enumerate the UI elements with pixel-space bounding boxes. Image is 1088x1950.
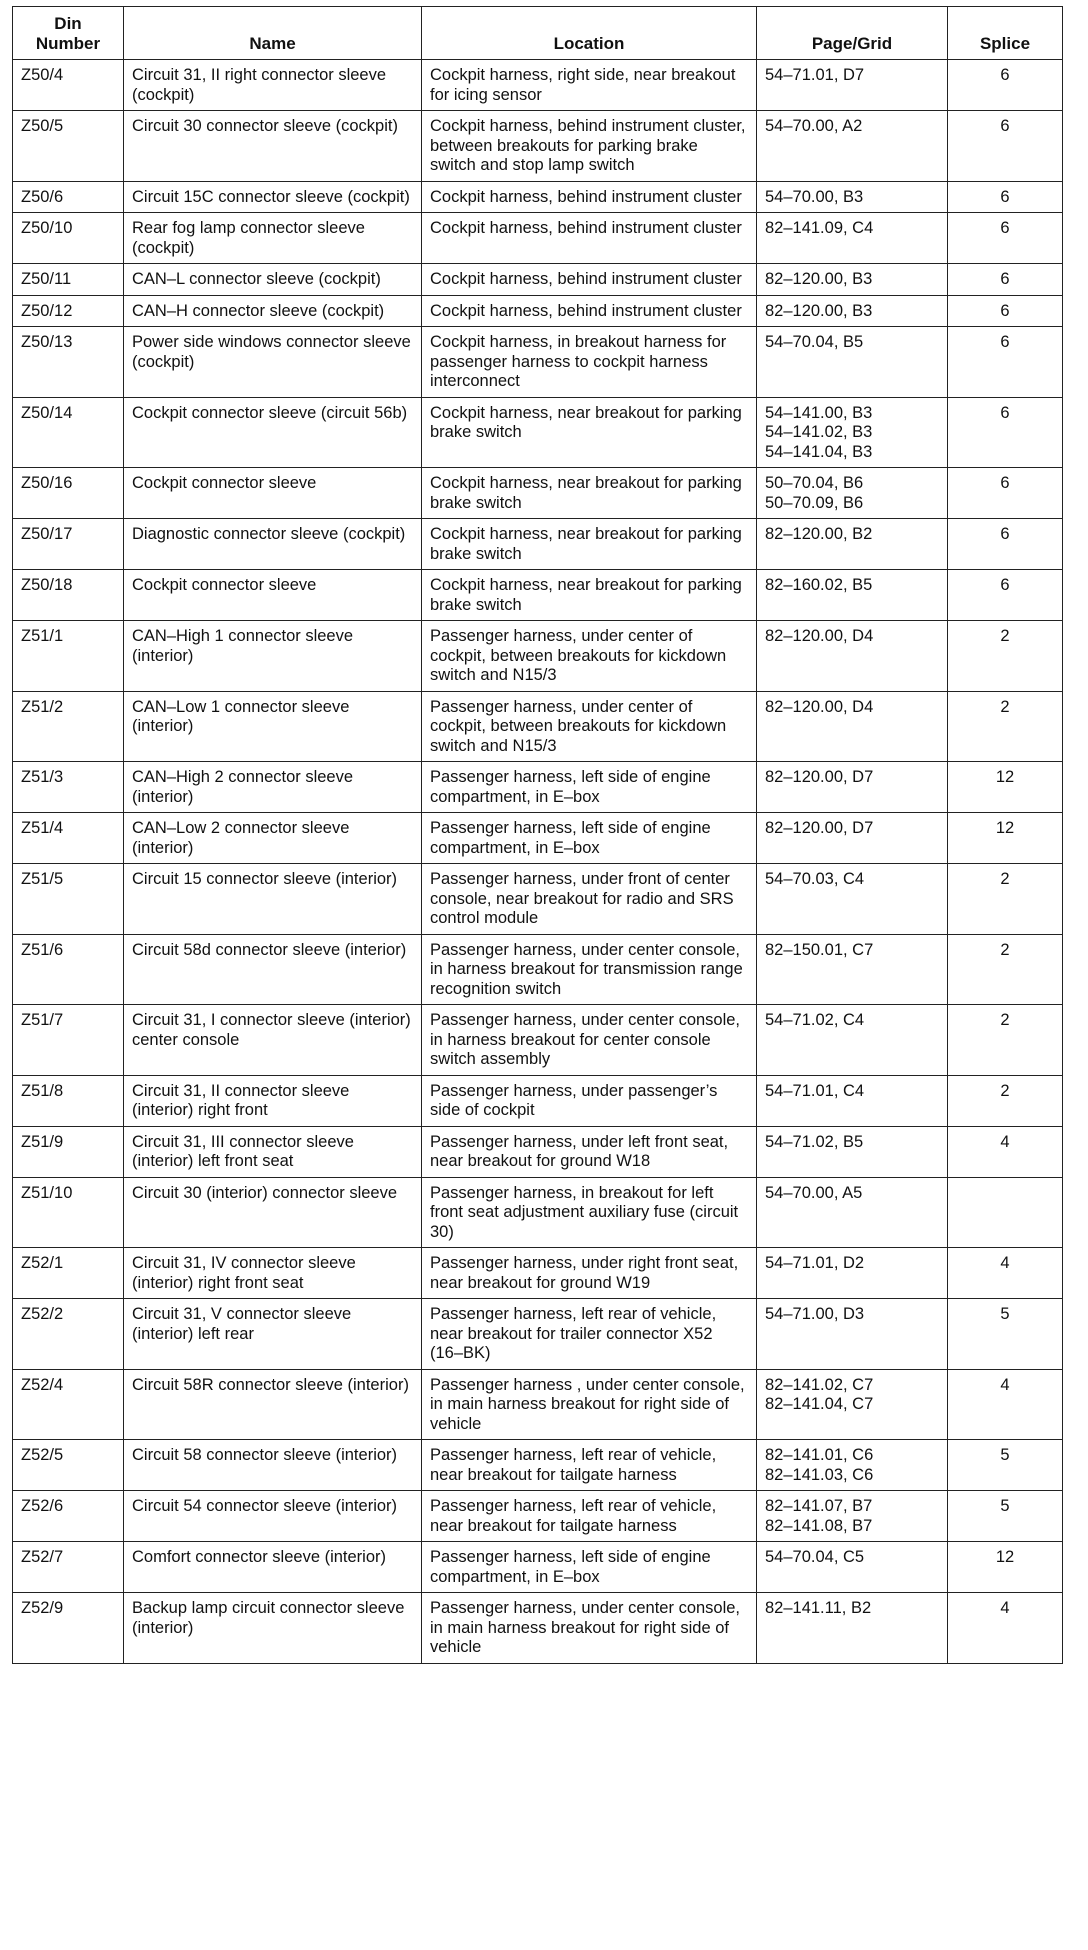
page-grid-cell <box>757 181 948 213</box>
name-cell: Circuit 58R connector sleeve (interior) <box>124 1369 422 1440</box>
splice-cell: 6 <box>948 295 1063 327</box>
name-cell: Backup lamp circuit connector sleeve (interior) <box>124 1593 422 1664</box>
table-row <box>13 468 1063 519</box>
table-row <box>13 934 1063 1005</box>
splice-cell: 2 <box>948 1005 1063 1076</box>
location-cell: Cockpit harness, behind instrument cluster <box>422 295 757 327</box>
page-grid-ref: 54–141.02, B3 <box>765 423 873 441</box>
page-grid-cell <box>757 1593 948 1664</box>
name-cell: Circuit 58d connector sleeve (interior) <box>124 934 422 1005</box>
page-grid-ref: 82–141.08, B7 <box>765 1516 873 1535</box>
name-cell: Circuit 31, IV connector sleeve (interior) right front seat <box>124 1248 422 1299</box>
table-row <box>13 1440 1063 1491</box>
table-row <box>13 762 1063 813</box>
splice-cell: 2 <box>948 1075 1063 1126</box>
header-din-number: Din Number <box>13 7 124 60</box>
splice-cell: 6 <box>948 181 1063 213</box>
name-cell: CAN–High 2 connector sleeve (interior) <box>124 762 422 813</box>
location-cell: Cockpit harness, behind instrument cluster <box>422 264 757 296</box>
location-cell: Passenger harness, under passenger’s side of cockpit <box>422 1075 757 1126</box>
name-cell: Circuit 31, II right connector sleeve (cockpit) <box>124 60 422 111</box>
header-location: Location <box>422 7 757 60</box>
page-grid-ref: 54–71.01, D7 <box>765 66 865 84</box>
page-grid-cell <box>757 621 948 692</box>
din-number-cell: Z50/4 <box>13 60 124 111</box>
location-cell: Cockpit harness, behind instrument cluster, between breakouts for parking brake switch and stop lamp switch <box>422 111 757 182</box>
page-grid-ref: 82–141.09, C4 <box>765 219 874 237</box>
location-cell: Passenger harness, left side of engine compartment, in E–box <box>422 762 757 813</box>
page-grid-cell <box>757 1075 948 1126</box>
din-number-cell: Z51/7 <box>13 1005 124 1076</box>
table-row <box>13 1126 1063 1177</box>
page-grid-cell <box>757 60 948 111</box>
page-grid-ref: 82–120.00, B2 <box>765 525 873 543</box>
splice-table <box>12 6 1063 1664</box>
table-row <box>13 1177 1063 1248</box>
page-grid-cell <box>757 691 948 762</box>
name-cell: Circuit 15C connector sleeve (cockpit) <box>124 181 422 213</box>
page-grid-cell <box>757 111 948 182</box>
name-cell: Circuit 31, III connector sleeve (interior) left front seat <box>124 1126 422 1177</box>
din-number-cell: Z51/8 <box>13 1075 124 1126</box>
page-grid-ref: 82–141.02, C7 <box>765 1375 874 1394</box>
location-cell: Passenger harness, under center of cockpit, between breakouts for kickdown switch and N15/3 <box>422 621 757 692</box>
name-cell: Circuit 30 (interior) connector sleeve <box>124 1177 422 1248</box>
header-row <box>13 7 1063 60</box>
page-grid-cell <box>757 813 948 864</box>
splice-cell: 6 <box>948 397 1063 468</box>
page-grid-cell <box>757 1491 948 1542</box>
splice-cell: 6 <box>948 468 1063 519</box>
location-cell: Cockpit harness, near breakout for parking brake switch <box>422 468 757 519</box>
page-grid-cell <box>757 1177 948 1248</box>
page-grid-ref: 54–141.04, B3 <box>765 442 873 461</box>
page-grid-ref: 82–120.00, D7 <box>765 768 874 786</box>
page-grid-ref: 54–71.02, C4 <box>765 1011 865 1029</box>
page-grid-ref: 54–71.01, D2 <box>765 1254 865 1272</box>
location-cell: Passenger harness, under center console, in harness breakout for center console switch assembly <box>422 1005 757 1076</box>
name-cell: Circuit 31, I connector sleeve (interior) center console <box>124 1005 422 1076</box>
splice-cell: 2 <box>948 934 1063 1005</box>
location-cell: Passenger harness, under left front seat, near breakout for ground W18 <box>422 1126 757 1177</box>
table-row <box>13 519 1063 570</box>
table-row <box>13 1542 1063 1593</box>
din-number-cell: Z51/5 <box>13 864 124 935</box>
name-cell: Circuit 15 connector sleeve (interior) <box>124 864 422 935</box>
location-cell: Cockpit harness, in breakout harness for passenger harness to cockpit harness interconnect <box>422 327 757 398</box>
table-row <box>13 327 1063 398</box>
din-number-cell: Z50/12 <box>13 295 124 327</box>
page-grid-ref: 50–70.04, B6 <box>765 474 864 492</box>
splice-cell: 12 <box>948 762 1063 813</box>
page-grid-ref: 82–150.01, C7 <box>765 940 874 959</box>
table-row <box>13 1248 1063 1299</box>
page-grid-ref: 82–141.03, C6 <box>765 1465 874 1484</box>
splice-cell: 6 <box>948 327 1063 398</box>
table-row <box>13 181 1063 213</box>
table-row <box>13 60 1063 111</box>
location-cell: Cockpit harness, near breakout for parking brake switch <box>422 570 757 621</box>
page-grid-cell <box>757 570 948 621</box>
table-row <box>13 111 1063 182</box>
page-grid-cell <box>757 1542 948 1593</box>
name-cell: CAN–H connector sleeve (cockpit) <box>124 295 422 327</box>
page-grid-cell <box>757 327 948 398</box>
table-row <box>13 213 1063 264</box>
table-row <box>13 1369 1063 1440</box>
splice-cell: 6 <box>948 570 1063 621</box>
table-row <box>13 691 1063 762</box>
page-grid-ref: 82–141.04, C7 <box>765 1395 874 1413</box>
table-row <box>13 1299 1063 1370</box>
splice-cell: 6 <box>948 213 1063 264</box>
din-number-cell: Z51/2 <box>13 691 124 762</box>
location-cell: Passenger harness, under center console, in harness breakout for transmission range recognition switch <box>422 934 757 1005</box>
table-row <box>13 295 1063 327</box>
din-number-cell: Z51/4 <box>13 813 124 864</box>
din-number-cell: Z51/9 <box>13 1126 124 1177</box>
splice-cell: 4 <box>948 1248 1063 1299</box>
din-number-cell: Z52/4 <box>13 1369 124 1440</box>
din-number-cell: Z50/11 <box>13 264 124 296</box>
location-cell: Passenger harness, left rear of vehicle, near breakout for tailgate harness <box>422 1491 757 1542</box>
page-grid-ref: 54–70.04, B5 <box>765 333 864 351</box>
name-cell: CAN–Low 1 connector sleeve (interior) <box>124 691 422 762</box>
table-row <box>13 813 1063 864</box>
table-row <box>13 864 1063 935</box>
din-number-cell: Z52/7 <box>13 1542 124 1593</box>
table-row <box>13 621 1063 692</box>
name-cell: Circuit 31, II connector sleeve (interior) right front <box>124 1075 422 1126</box>
page-grid-cell <box>757 1126 948 1177</box>
din-number-cell: Z52/5 <box>13 1440 124 1491</box>
location-cell: Cockpit harness, behind instrument cluster <box>422 181 757 213</box>
page-grid-ref: 82–120.00, D4 <box>765 627 874 645</box>
din-number-cell: Z51/3 <box>13 762 124 813</box>
page-grid-ref: 82–141.01, C6 <box>765 1446 874 1464</box>
page-grid-ref: 50–70.09, B6 <box>765 493 864 512</box>
page-grid-cell <box>757 1440 948 1491</box>
page-grid-cell <box>757 934 948 1005</box>
location-cell: Cockpit harness, right side, near breakout for icing sensor <box>422 60 757 111</box>
page-grid-ref: 54–70.00, B3 <box>765 187 864 206</box>
din-number-cell: Z52/2 <box>13 1299 124 1370</box>
din-number-cell: Z51/6 <box>13 934 124 1005</box>
location-cell: Passenger harness, under right front seat, near breakout for ground W19 <box>422 1248 757 1299</box>
page-grid-ref: 82–120.00, B3 <box>765 301 873 320</box>
din-number-cell: Z50/10 <box>13 213 124 264</box>
header-page-grid: Page/Grid <box>757 7 948 60</box>
splice-cell: 6 <box>948 60 1063 111</box>
location-cell: Passenger harness , under center console, in main harness breakout for right side of vehicle <box>422 1369 757 1440</box>
page-grid-cell <box>757 468 948 519</box>
page-grid-ref: 54–70.04, C5 <box>765 1548 865 1566</box>
header-splice: Splice <box>948 7 1063 60</box>
din-number-cell: Z51/10 <box>13 1177 124 1248</box>
name-cell: Rear fog lamp connector sleeve (cockpit) <box>124 213 422 264</box>
table-row <box>13 264 1063 296</box>
splice-cell: 4 <box>948 1369 1063 1440</box>
din-number-cell: Z50/13 <box>13 327 124 398</box>
page-grid-ref: 82–120.00, D7 <box>765 819 874 837</box>
page-grid-ref: 82–160.02, B5 <box>765 576 873 594</box>
location-cell: Cockpit harness, behind instrument cluster <box>422 213 757 264</box>
page-grid-ref: 82–141.11, B2 <box>765 1599 872 1617</box>
splice-cell <box>948 1177 1063 1248</box>
page-grid-ref: 82–120.00, D4 <box>765 697 874 716</box>
din-number-cell: Z52/6 <box>13 1491 124 1542</box>
table-row <box>13 570 1063 621</box>
din-number-cell: Z50/14 <box>13 397 124 468</box>
page-grid-cell <box>757 264 948 296</box>
splice-cell: 2 <box>948 621 1063 692</box>
din-number-cell: Z52/9 <box>13 1593 124 1664</box>
splice-cell: 4 <box>948 1593 1063 1664</box>
name-cell: CAN–High 1 connector sleeve (interior) <box>124 621 422 692</box>
page-grid-ref: 82–141.07, B7 <box>765 1497 873 1515</box>
location-cell: Cockpit harness, near breakout for parking brake switch <box>422 397 757 468</box>
page-grid-cell <box>757 1369 948 1440</box>
name-cell: CAN–Low 2 connector sleeve (interior) <box>124 813 422 864</box>
page-grid-cell <box>757 1005 948 1076</box>
page-grid-ref: 54–141.00, B3 <box>765 403 873 422</box>
din-number-cell: Z51/1 <box>13 621 124 692</box>
page-grid-ref: 54–71.01, C4 <box>765 1081 865 1100</box>
splice-cell: 12 <box>948 813 1063 864</box>
page-grid-cell <box>757 1299 948 1370</box>
page-grid-cell <box>757 519 948 570</box>
name-cell: Circuit 58 connector sleeve (interior) <box>124 1440 422 1491</box>
din-number-cell: Z50/17 <box>13 519 124 570</box>
splice-cell: 6 <box>948 519 1063 570</box>
name-cell: Cockpit connector sleeve <box>124 570 422 621</box>
location-cell: Passenger harness, left side of engine compartment, in E–box <box>422 813 757 864</box>
name-cell: Power side windows connector sleeve (cockpit) <box>124 327 422 398</box>
splice-cell: 2 <box>948 691 1063 762</box>
page-grid-ref: 54–70.00, A2 <box>765 117 863 135</box>
din-number-cell: Z50/18 <box>13 570 124 621</box>
location-cell: Passenger harness, left rear of vehicle, near breakout for tailgate harness <box>422 1440 757 1491</box>
splice-cell: 5 <box>948 1299 1063 1370</box>
din-number-cell: Z52/1 <box>13 1248 124 1299</box>
location-cell: Passenger harness, left side of engine compartment, in E–box <box>422 1542 757 1593</box>
name-cell: Circuit 54 connector sleeve (interior) <box>124 1491 422 1542</box>
name-cell: Comfort connector sleeve (interior) <box>124 1542 422 1593</box>
page-grid-cell <box>757 295 948 327</box>
location-cell: Passenger harness, in breakout for left front seat adjustment auxiliary fuse (circuit 30) <box>422 1177 757 1248</box>
page-grid-ref: 54–70.03, C4 <box>765 870 865 888</box>
page-grid-cell <box>757 213 948 264</box>
page-grid-cell <box>757 864 948 935</box>
splice-cell: 6 <box>948 111 1063 182</box>
splice-cell: 4 <box>948 1126 1063 1177</box>
page-grid-cell <box>757 1248 948 1299</box>
splice-cell: 6 <box>948 264 1063 296</box>
table-body <box>13 60 1063 1664</box>
page-grid-cell <box>757 397 948 468</box>
location-cell: Cockpit harness, near breakout for parking brake switch <box>422 519 757 570</box>
page-grid-ref: 54–71.02, B5 <box>765 1132 864 1151</box>
page-grid-cell <box>757 762 948 813</box>
table-row <box>13 397 1063 468</box>
splice-cell: 5 <box>948 1491 1063 1542</box>
page-grid-ref: 54–70.00, A5 <box>765 1183 863 1202</box>
table-row <box>13 1491 1063 1542</box>
name-cell: Cockpit connector sleeve (circuit 56b) <box>124 397 422 468</box>
header-name: Name <box>124 7 422 60</box>
location-cell: Passenger harness, under center console, in main harness breakout for right side of vehicle <box>422 1593 757 1664</box>
location-cell: Passenger harness, under front of center console, near breakout for radio and SRS control module <box>422 864 757 935</box>
name-cell: Diagnostic connector sleeve (cockpit) <box>124 519 422 570</box>
din-number-cell: Z50/5 <box>13 111 124 182</box>
name-cell: Cockpit connector sleeve <box>124 468 422 519</box>
name-cell: Circuit 31, V connector sleeve (interior) left rear <box>124 1299 422 1370</box>
table-row <box>13 1593 1063 1664</box>
splice-cell: 2 <box>948 864 1063 935</box>
name-cell: CAN–L connector sleeve (cockpit) <box>124 264 422 296</box>
splice-cell: 12 <box>948 1542 1063 1593</box>
location-cell: Passenger harness, under center of cockpit, between breakouts for kickdown switch and N15/3 <box>422 691 757 762</box>
location-cell: Passenger harness, left rear of vehicle, near breakout for trailer connector X52 (16–BK) <box>422 1299 757 1370</box>
din-number-cell: Z50/6 <box>13 181 124 213</box>
din-number-cell: Z50/16 <box>13 468 124 519</box>
table-row <box>13 1075 1063 1126</box>
name-cell: Circuit 30 connector sleeve (cockpit) <box>124 111 422 182</box>
page-grid-ref: 54–71.00, D3 <box>765 1305 865 1323</box>
page-grid-ref: 82–120.00, B3 <box>765 270 873 288</box>
splice-cell: 5 <box>948 1440 1063 1491</box>
table-row <box>13 1005 1063 1076</box>
